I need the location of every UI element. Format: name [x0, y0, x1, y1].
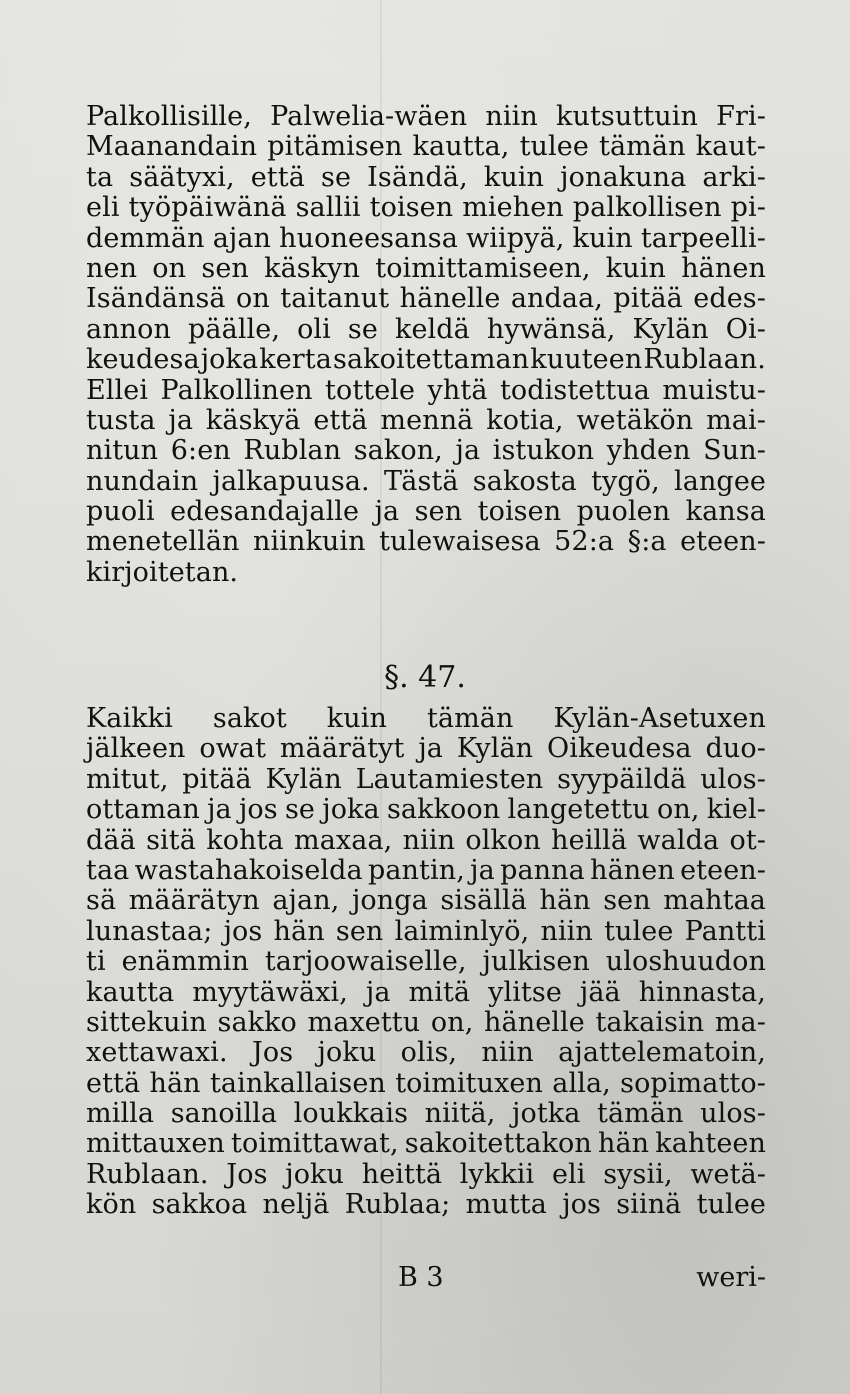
text-line: ottaman ja jos se joka sakkoon langetettu on, kiel-	[86, 794, 766, 826]
text-line: lunastaa; jos hän sen laiminlyö, niin tulee Pantti	[86, 915, 766, 947]
text-line: Palkollisille, Palwelia-wäen niin kutsuttuin Fri-	[86, 101, 766, 132]
text-line: xettawaxi. Jos joku olis, niin ajattelematoin,	[86, 1037, 766, 1069]
text-line: kön sakkoa neljä Rublaa; mutta jos siinä tulee	[86, 1189, 766, 1221]
text-line: Kaikki sakot kuin tämän Kylän-Asetuxen	[86, 703, 766, 734]
text-line: jälkeen owat määrätyt ja Kylän Oikeudesa duo-	[86, 733, 766, 765]
catchword: weri-	[696, 1262, 766, 1293]
page-footer	[86, 1262, 766, 1294]
text-line: nitun 6:en Rublan sakon, ja istukon yhden Sun-	[86, 435, 766, 467]
text-line: taa wastahakoiselda pantin, ja panna hänen eteen-	[86, 854, 766, 886]
text-line: Isändänsä on taitanut hänelle andaa, pitää edes-	[86, 283, 766, 315]
section-heading: §. 47.	[384, 660, 466, 695]
text-line: puoli edesandajalle ja sen toisen puolen kansa	[86, 496, 766, 528]
text-line: Ellei Palkollinen tottele yhtä todistettua muistu-	[86, 374, 766, 406]
text-line: dää sitä kohta maxaa, niin olkon heillä walda ot-	[86, 824, 766, 856]
text-line: nundain jalkapuusa. Tästä sakosta tygö, langee	[86, 465, 766, 497]
text-line: että hän tainkallaisen toimituxen alla, sopimatto-	[86, 1067, 766, 1099]
text-line: nen on sen käskyn toimittamiseen, kuin hänen	[86, 252, 766, 284]
text-line: demmän ajan huoneesansa wiipyä, kuin tarpeelli-	[86, 222, 766, 254]
text-line: Maanandain pitämisen kautta, tulee tämän kaut-	[86, 131, 766, 163]
text-line: kautta myytäwäxi, ja mitä ylitse jää hinnasta,	[86, 976, 766, 1008]
text-line: sittekuin sakko maxettu on, hänelle takaisin ma-	[86, 1006, 766, 1038]
text-line: Rublaan. Jos joku heittä lykkii eli sysii, wetä-	[86, 1158, 766, 1190]
text-line: eli työpäiwänä sallii toisen miehen palkollisen pi-	[86, 192, 766, 224]
text-line: ti enämmin tarjoowaiselle, julkisen uloshuudon	[86, 946, 766, 978]
paragraph-2	[86, 704, 766, 1221]
signature-mark: B 3	[398, 1262, 444, 1293]
text-line: milla sanoilla loukkais niitä, jotka tämän ulos-	[86, 1098, 766, 1130]
text-line: ta säätyxi, että se Isändä, kuin jonakuna arki-	[86, 161, 766, 193]
text-line: menetellän niinkuin tulewaisesa 52:a §:a eteen-	[86, 526, 766, 558]
paragraph-1	[86, 102, 766, 588]
text-line: keudesa joka kerta sakoitettaman kuuteen Rublaan.	[86, 344, 766, 376]
text-line: annon päälle, oli se keldä hywänsä, Kylän Oi-	[86, 313, 766, 345]
text-line: sä määrätyn ajan, jonga sisällä hän sen mahtaa	[86, 885, 766, 917]
text-line: mitut, pitää Kylän Lautamiesten syypäildä ulos-	[86, 763, 766, 795]
text-line: tusta ja käskyä että mennä kotia, wetäkön mai-	[86, 404, 766, 436]
text-line: kirjoitetan.	[86, 556, 239, 588]
text-line: mittauxen toimittawat, sakoitettakon hän kahteen	[86, 1128, 766, 1160]
